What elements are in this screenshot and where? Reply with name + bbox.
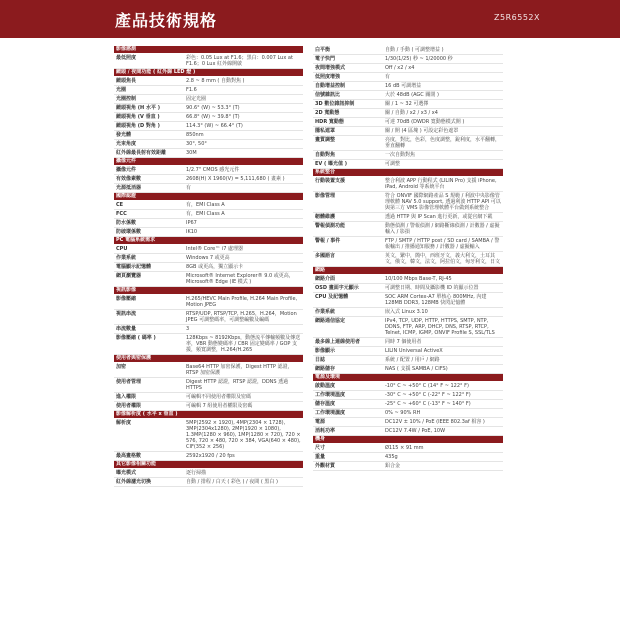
spec-value: 彩色：0.05 Lux at F1.6；黑白：0.007 Lux at F1.6；0 Lux 紅外線開啟 bbox=[186, 55, 293, 67]
spec-row bbox=[313, 462, 503, 471]
spec-value: 3 bbox=[186, 326, 190, 332]
spec-label: 警報 / 事件 bbox=[315, 238, 341, 244]
spec-row bbox=[114, 402, 303, 411]
spec-label: 自動增益控制 bbox=[315, 83, 346, 89]
spec-label: 電腦顯示記憶體 bbox=[116, 264, 152, 270]
spec-value: 動態偵測 / 警報偵測 / 網路斷線偵測 / 計數器 / 虛擬輸入 / 影損 bbox=[385, 223, 500, 235]
spec-value: 可調整日期、時間及攝影機 ID 的顯示位置 bbox=[385, 285, 479, 291]
spec-value: H.265/HEVC Main Profile, H.264 Main Profile, Motion JPEG bbox=[186, 296, 298, 308]
spec-row bbox=[313, 160, 503, 169]
spec-row bbox=[114, 175, 303, 184]
section-header: 機身 bbox=[313, 436, 503, 444]
section-header: 攝像元件 bbox=[114, 158, 303, 166]
spec-value: Windows 7 或更高 bbox=[186, 255, 230, 261]
spec-value: 透過 HTTP 與 IP Scan 進行更新，或從官網下載 bbox=[385, 214, 493, 220]
spec-label: 加密 bbox=[116, 364, 127, 370]
spec-row bbox=[313, 275, 503, 284]
spec-value: -30° C ~ +50° C (-22° F ~ 122° F) bbox=[385, 392, 471, 398]
spec-label: 網路儲存 bbox=[315, 366, 336, 372]
spec-label: 作業系統 bbox=[116, 255, 137, 261]
section-header: 影像解析度 ( 水平 x 垂直 ) bbox=[114, 411, 303, 419]
spec-value: 30M bbox=[186, 150, 197, 156]
spec-value: IPv4, TCP, UDP, HTTP, HTTPS, SMTP, NTP, DDNS, FTP, ARP, DHCP, DNS, RTSP, RTCP, Telnet, ICMP, IGMP, ONVIF Profile S, SSL/TLS bbox=[385, 318, 495, 336]
spec-value: 有，EMI Class A bbox=[186, 211, 225, 217]
spec-label: 防破壞係數 bbox=[116, 229, 142, 235]
spec-row bbox=[313, 91, 503, 100]
spec-value: -10° C ~ +50° C (14° F ~ 122° F) bbox=[385, 383, 469, 389]
spec-label: 自動對焦 bbox=[315, 152, 336, 158]
spec-label: 影像壓縮 bbox=[116, 296, 137, 302]
spec-value: IP67 bbox=[186, 220, 197, 226]
spec-value: DC12V ± 10% / PoE (IEEE 802.3af 相容 ) bbox=[385, 419, 485, 425]
spec-row bbox=[114, 254, 303, 263]
spec-row bbox=[114, 363, 303, 378]
spec-row bbox=[313, 444, 503, 453]
spec-row bbox=[114, 131, 303, 140]
spec-row bbox=[114, 310, 303, 325]
spec-row bbox=[313, 308, 503, 317]
spec-value: 10/100 Mbps Base-T, RJ-45 bbox=[385, 276, 452, 282]
spec-value: 系統 / 配置 / 用戶 / 網路 bbox=[385, 357, 440, 363]
spec-label: HDR 寬動態 bbox=[315, 119, 344, 125]
spec-value: 逐行掃描 bbox=[186, 470, 207, 476]
spec-label: 解析度 bbox=[116, 420, 132, 426]
spec-row bbox=[114, 54, 303, 69]
spec-label: 信號雜訊比 bbox=[315, 92, 341, 98]
spec-row bbox=[313, 82, 503, 91]
spec-value: 2592x1920 / 20 fps bbox=[186, 453, 235, 459]
spec-value: SOC ARM Cortex-A7 單核心 800MHz, 內建 128MB DDR3, 128MB 快閃記憶體 bbox=[385, 294, 487, 306]
spec-row bbox=[114, 86, 303, 95]
section-header: 鏡頭 / 夜間功能 ( 紅外線 LED 燈 ) bbox=[114, 69, 303, 77]
spec-row bbox=[114, 77, 303, 86]
spec-label: 工作環境濕度 bbox=[315, 410, 346, 416]
spec-row bbox=[114, 219, 303, 228]
spec-label: 外觀材質 bbox=[315, 463, 336, 469]
spec-value: Off / x2 / x4 bbox=[385, 65, 415, 71]
spec-label: 網路通信協定 bbox=[315, 318, 346, 324]
spec-value: 關 / 1 ~ 32 可選擇 bbox=[385, 101, 429, 107]
spec-row bbox=[114, 245, 303, 254]
spec-value: DC12V 7.4W / PoE, 10W bbox=[385, 428, 446, 434]
spec-label: 光源抵消器 bbox=[116, 185, 142, 191]
spec-label: 鏡頭視角 (V 垂直 ) bbox=[116, 114, 160, 120]
spec-row bbox=[313, 46, 503, 55]
spec-label: 工作環境溫度 bbox=[315, 392, 346, 398]
page-header bbox=[0, 0, 620, 38]
spec-value: 1/2.7" CMOS 感光元件 bbox=[186, 167, 240, 173]
spec-row bbox=[114, 334, 303, 355]
spec-label: 影像顯示 bbox=[315, 348, 336, 354]
page-title: 產品技術規格 bbox=[115, 11, 218, 30]
spec-label: 使用者權限 bbox=[116, 403, 142, 409]
spec-label: 電子快門 bbox=[315, 56, 336, 62]
section-header: 網路 bbox=[313, 267, 503, 275]
spec-row bbox=[114, 478, 303, 487]
spec-value: Ø115 × 91 mm bbox=[385, 445, 424, 451]
spec-label: 多國語言 bbox=[315, 253, 336, 259]
spec-label: 曝光模式 bbox=[116, 470, 137, 476]
spec-row bbox=[313, 177, 503, 192]
spec-value: Microsoft® Internet Explorer® 9.0 或更高，Microsoft® Edge (IE 模式 ) bbox=[186, 273, 294, 285]
spec-row bbox=[114, 419, 303, 452]
spec-row bbox=[313, 151, 503, 160]
spec-row bbox=[313, 192, 503, 213]
spec-label: 紅外線濾光切換 bbox=[116, 479, 152, 485]
spec-label: 最多線上連線使用者 bbox=[315, 339, 361, 345]
spec-value: 亮度，對比，色彩，色度調整，銳利度，水平翻轉，垂直翻轉 bbox=[385, 137, 501, 149]
spec-value: Digest HTTP 認證，RTSP 認證，DDNS 透過 HTTPS bbox=[186, 379, 289, 391]
spec-label: 鏡頭視角 (D 對角 ) bbox=[116, 123, 160, 129]
spec-row bbox=[313, 237, 503, 252]
spec-row bbox=[313, 453, 503, 462]
section-header: 影像感測 bbox=[114, 46, 303, 54]
spec-value: 可編輯 7 組使用者權限及密碼 bbox=[186, 403, 253, 409]
spec-value: 0% ~ 90% RH bbox=[385, 410, 421, 416]
spec-label: 有效像素數 bbox=[116, 176, 142, 182]
spec-label: 3D 數位雜訊抑制 bbox=[315, 101, 355, 107]
spec-value: 850nm bbox=[186, 132, 204, 138]
spec-row bbox=[313, 293, 503, 308]
spec-value: 435g bbox=[385, 454, 398, 460]
spec-value: 90.6° (W) ~ 53.3° (T) bbox=[186, 105, 240, 111]
spec-row bbox=[313, 284, 503, 293]
spec-value: 一次自動對焦 bbox=[385, 152, 416, 158]
spec-value: 整合利波 APP 行動程式 (LILIN Pro) 支援 iPhone, iPad, Android 等系統平台 bbox=[385, 178, 497, 190]
spec-label: 畫質調整 bbox=[315, 137, 336, 143]
spec-row bbox=[313, 338, 503, 347]
spec-row bbox=[313, 418, 503, 427]
spec-row bbox=[313, 400, 503, 409]
spec-label: 警報偵測功能 bbox=[315, 223, 346, 229]
spec-value: -25° C ~ +60° C (-13° F ~ 140° F) bbox=[385, 401, 471, 407]
spec-value: 有，EMI Class A bbox=[186, 202, 225, 208]
spec-label: 使用者管理 bbox=[116, 379, 142, 385]
section-header: 其它影像相關功能 bbox=[114, 461, 303, 469]
spec-row bbox=[114, 272, 303, 287]
spec-label: 作業系統 bbox=[315, 309, 336, 315]
spec-value: 可編輯不同使用者權限及密碼 bbox=[186, 394, 252, 400]
spec-label: FCC bbox=[116, 211, 127, 217]
spec-row bbox=[114, 113, 303, 122]
spec-label: 光束角度 bbox=[116, 141, 137, 147]
spec-value: 16 dB 可調增益 bbox=[385, 83, 422, 89]
spec-label: 光圈控制 bbox=[116, 96, 137, 102]
spec-label: 進入權限 bbox=[116, 394, 137, 400]
spec-row bbox=[313, 55, 503, 64]
spec-row bbox=[114, 263, 303, 272]
spec-label: 尺寸 bbox=[315, 445, 326, 451]
section-header: 國際認證 bbox=[114, 193, 303, 201]
spec-row bbox=[114, 140, 303, 149]
spec-label: 串流數量 bbox=[116, 326, 137, 332]
spec-row bbox=[313, 317, 503, 338]
spec-value: 有 bbox=[186, 185, 192, 191]
spec-value: 2.8 ~ 8 mm ( 自動對焦 ) bbox=[186, 78, 245, 84]
spec-row bbox=[313, 391, 503, 400]
spec-label: 啟動溫度 bbox=[315, 383, 336, 389]
spec-value: 同時 7 個使用者 bbox=[385, 339, 422, 345]
spec-label: 日誌 bbox=[315, 357, 326, 363]
spec-row bbox=[114, 325, 303, 334]
spec-label: 低照度增強 bbox=[315, 74, 341, 80]
spec-value: IK10 bbox=[186, 229, 198, 235]
section-header: 使用者與密保護 bbox=[114, 355, 303, 363]
spec-row bbox=[313, 109, 503, 118]
spec-value: 自動 / 手動 ( 可調整增益 ) bbox=[385, 47, 444, 53]
spec-label: 隱私遮罩 bbox=[315, 128, 336, 134]
section-header: PC 電腦系統需求 bbox=[114, 237, 303, 245]
model-number: Z5R6552X bbox=[494, 13, 540, 22]
spec-label: 最低照度 bbox=[116, 55, 137, 61]
spec-value: 鋁合金 bbox=[385, 463, 401, 469]
spec-label: 防水係數 bbox=[116, 220, 137, 226]
spec-label: 影像壓縮 ( 碼率 ) bbox=[116, 335, 156, 341]
spec-value: NAS ( 支援 SAMBA / CIFS) bbox=[385, 366, 448, 372]
spec-row bbox=[114, 452, 303, 461]
spec-label: 影像管理 bbox=[315, 193, 336, 199]
spec-label: EV ( 曝光值 ) bbox=[315, 161, 348, 167]
spec-row bbox=[313, 136, 503, 151]
section-header: 系統整合 bbox=[313, 169, 503, 177]
spec-row bbox=[114, 210, 303, 219]
spec-row bbox=[313, 127, 503, 136]
spec-row bbox=[114, 184, 303, 193]
spec-column-left bbox=[114, 46, 303, 487]
spec-value: 2608(H) X 1960(V) = 5,111,680 ( 畫素 ) bbox=[186, 176, 285, 182]
spec-label: 攝像元件 bbox=[116, 167, 137, 173]
spec-label: 消耗功率 bbox=[315, 428, 336, 434]
spec-value: 關 / 自動 / x2 / x3 / x4 bbox=[385, 110, 438, 116]
spec-label: CPU 及記憶體 bbox=[315, 294, 349, 300]
spec-label: 鏡頭視角 (H 水平 ) bbox=[116, 105, 160, 111]
spec-row bbox=[313, 409, 503, 418]
spec-row bbox=[114, 393, 303, 402]
spec-label: 網路介面 bbox=[315, 276, 336, 282]
spec-row bbox=[114, 378, 303, 393]
spec-row bbox=[114, 469, 303, 478]
spec-label: 儲存溫度 bbox=[315, 401, 336, 407]
spec-value: F1.6 bbox=[186, 87, 197, 93]
spec-value: 8GB 或更高，獨立顯示卡 bbox=[186, 264, 244, 270]
spec-value: 自動 / 排程 / 白天 ( 彩色 ) / 夜間 ( 黑白 ) bbox=[186, 479, 278, 485]
spec-value: LILIN Universal ActiveX bbox=[385, 348, 443, 354]
spec-label: OSD 畫面字元顯示 bbox=[315, 285, 359, 291]
spec-label: 光圈 bbox=[116, 87, 127, 93]
spec-value: 1/30(1/25) 秒 ~ 1/20000 秒 bbox=[385, 56, 453, 62]
section-header: 視訊影像 bbox=[114, 287, 303, 295]
spec-row bbox=[313, 118, 503, 127]
spec-row bbox=[114, 295, 303, 310]
spec-label: 網頁瀏覽器 bbox=[116, 273, 142, 279]
spec-row bbox=[313, 222, 503, 237]
spec-row bbox=[313, 213, 503, 222]
spec-row bbox=[313, 64, 503, 73]
spec-label: 電源 bbox=[315, 419, 326, 425]
spec-value: 66.8° (W) ~ 39.8° (T) bbox=[186, 114, 240, 120]
spec-row bbox=[313, 427, 503, 436]
spec-row bbox=[114, 122, 303, 131]
spec-label: 發光體 bbox=[116, 132, 132, 138]
spec-value: 英文，繁中，簡中，西班牙文，義大利文，土耳其文，俄文，韓文，法文，阿拉伯文，匈牙利文，日文 bbox=[385, 253, 501, 265]
spec-value: Base64 HTTP 加密保護，Digest HTTP 認證，RTSP 加密保護 bbox=[186, 364, 293, 376]
section-header: 電源及環境 bbox=[313, 374, 503, 382]
spec-row bbox=[313, 73, 503, 82]
spec-label: 韌體維護 bbox=[315, 214, 336, 220]
spec-value: 114.3° (W) ~ 66.4° (T) bbox=[186, 123, 243, 129]
spec-row bbox=[114, 95, 303, 104]
spec-value: 30°, 50° bbox=[186, 141, 207, 147]
spec-value: FTP / SMTP / HTTP post / SD card / SAMBA / 警報輸出 / 推播通知服務 / 計數器 / 虛擬輸入 bbox=[385, 238, 500, 250]
spec-row bbox=[114, 201, 303, 210]
spec-value: Intel® Core™ i7 處理器 bbox=[186, 246, 243, 252]
spec-label: 白平衡 bbox=[315, 47, 331, 53]
spec-label: CPU bbox=[116, 246, 128, 252]
spec-label: 夜間增強模式 bbox=[315, 65, 346, 71]
spec-row bbox=[114, 228, 303, 237]
spec-label: 鏡頭焦長 bbox=[116, 78, 137, 84]
spec-value: 大於 48dB (AGC 關閉 ) bbox=[385, 92, 439, 98]
spec-value: 符合 ONVIF 國際網路產品 S 規範 / 利波中央影像管理軟體 NAV 5.0 support, 透過利波 HTTP API 可以與第三方 VMS 影像管理軟體平台做到系統整合 bbox=[385, 193, 501, 211]
spec-label: 最高畫格數 bbox=[116, 453, 142, 459]
spec-row bbox=[114, 104, 303, 113]
spec-row bbox=[313, 356, 503, 365]
spec-label: 紅外線最長射有效距離 bbox=[116, 150, 167, 156]
spec-row bbox=[313, 252, 503, 267]
spec-row bbox=[114, 149, 303, 158]
spec-row bbox=[313, 347, 503, 356]
spec-row bbox=[313, 100, 503, 109]
spec-label: CE bbox=[116, 202, 124, 208]
spec-value: 有 bbox=[385, 74, 391, 80]
spec-value: 可達 70dB (DWDR 寬動態模式開 ) bbox=[385, 119, 465, 125]
spec-label: 重量 bbox=[315, 454, 326, 460]
spec-value: 128Kbps ~ 8192Kbps，動態流平傳輸頻數及傳送率，VBR 動態變碼率 / CBR 固定變碼率 / GOP 支援，頻寬調整，H.264/H.265 bbox=[186, 335, 301, 353]
spec-value: 5MP(2592 × 1920), 4MP(2304 × 1728), 3MP(2304x1280), 2MP(1920 × 1080), 1.3MP(1280 × 960), 1MP(1280 × 720), 720 × 576, 720 × 480, 720 × 384, VGA(640 × 480), CIF(352 × 256) bbox=[186, 420, 301, 450]
spec-value: 嵌入式 Linux 3.10 bbox=[385, 309, 428, 315]
spec-value: 可調整 bbox=[385, 161, 401, 167]
spec-value: 固定光圈 bbox=[186, 96, 207, 102]
spec-value: 關 / 開 (4 區塊 ) 可設定彩色遮罩 bbox=[385, 128, 459, 134]
spec-row bbox=[313, 382, 503, 391]
spec-row bbox=[313, 365, 503, 374]
spec-value: RTSP/UDP, RTSP/TCP, H.265，H.264，Motion JPEG 可調整碼率，可調整編數及編碼 bbox=[186, 311, 297, 323]
spec-row bbox=[114, 166, 303, 175]
spec-label: 視訊串流 bbox=[116, 311, 137, 317]
spec-column-right bbox=[313, 46, 503, 471]
spec-label: 2D 寬動態 bbox=[315, 110, 340, 116]
spec-label: 行動裝置支援 bbox=[315, 178, 346, 184]
